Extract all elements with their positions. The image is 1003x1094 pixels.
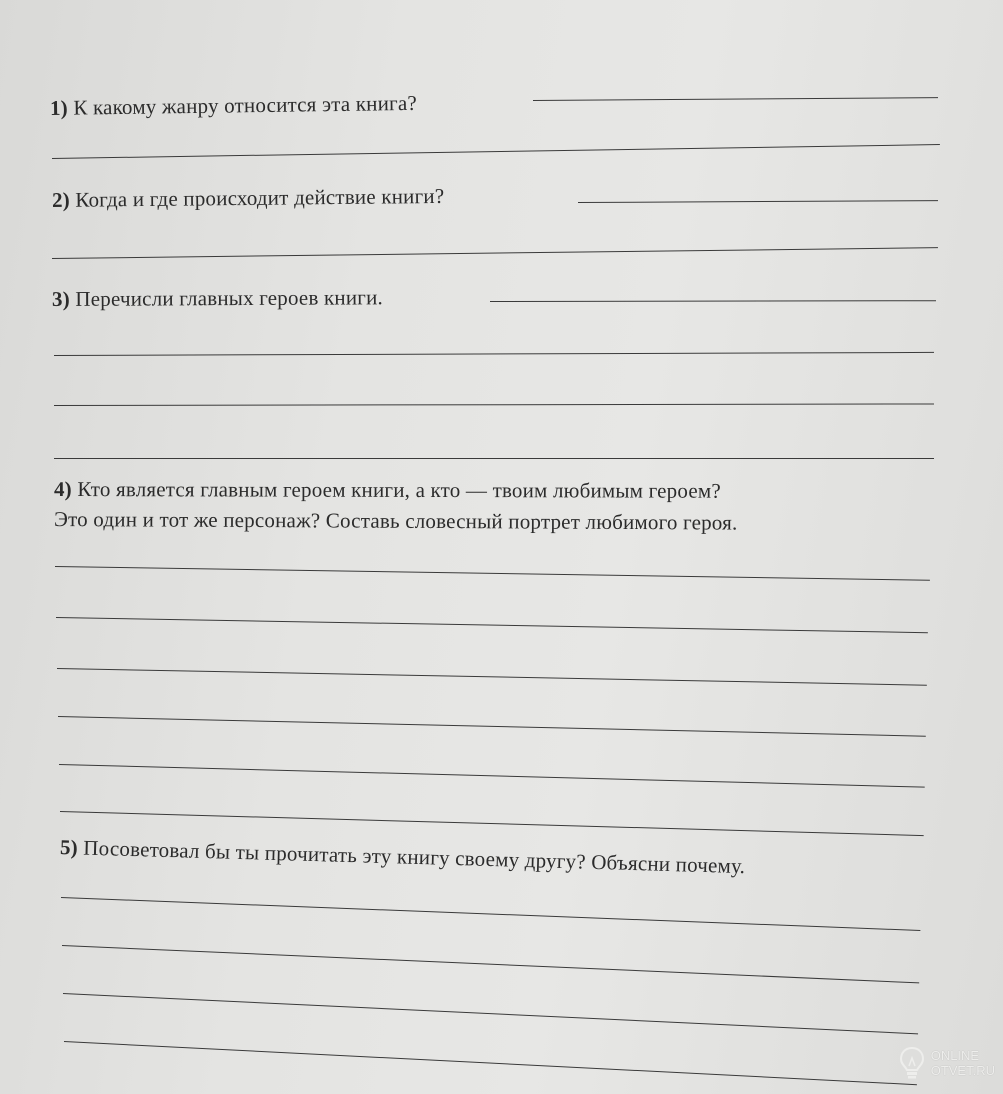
question-4-line-2: [54, 507, 738, 536]
answer-line[interactable]: [56, 617, 928, 633]
answer-line[interactable]: [578, 200, 938, 203]
question-text: Когда и где происходит действие книги?: [75, 183, 445, 212]
question-3: [52, 285, 383, 312]
answer-line[interactable]: [62, 945, 919, 983]
answer-line[interactable]: [52, 144, 940, 159]
answer-line[interactable]: [55, 566, 930, 581]
question-text: Кто является главным героем книги, а кто — твоим любимым героем?: [77, 477, 721, 503]
watermark-text: [931, 1048, 995, 1078]
question-number: 1): [49, 95, 69, 120]
answer-line[interactable]: [60, 811, 924, 836]
question-text: Посоветовал бы ты прочитать эту книгу своему другу? Объясни почему.: [83, 835, 746, 879]
question-text: Это один и тот же персонаж? Составь словесный портрет любимого героя.: [53, 507, 738, 535]
question-1: [50, 91, 417, 121]
answer-line[interactable]: [59, 764, 925, 788]
question-text: К какому жанру относится эта книга?: [73, 90, 418, 120]
answer-line[interactable]: [61, 897, 920, 931]
question-number: 2): [51, 187, 71, 212]
answer-line[interactable]: [533, 97, 938, 101]
answer-line[interactable]: [54, 352, 934, 356]
answer-line[interactable]: [63, 993, 918, 1034]
answer-line[interactable]: [58, 716, 926, 737]
watermark-line-2: OTVET.RU: [930, 1063, 995, 1078]
answer-line[interactable]: [57, 668, 927, 686]
answer-line[interactable]: [490, 300, 936, 302]
watermark: [899, 1046, 995, 1080]
question-4-line-1: [54, 477, 721, 504]
answer-line[interactable]: [54, 458, 934, 459]
question-number: 5): [59, 835, 79, 860]
answer-line[interactable]: [64, 1041, 917, 1085]
answer-line[interactable]: [54, 403, 934, 406]
watermark-line-1: ONLINE: [930, 1048, 980, 1063]
lightbulb-icon: [899, 1046, 925, 1080]
question-number: 3): [51, 286, 70, 311]
question-5: [60, 835, 746, 879]
question-text: Перечисли главных героев книги.: [75, 285, 384, 311]
question-number: 4): [53, 477, 72, 502]
answer-line[interactable]: [52, 247, 938, 259]
question-2: [52, 184, 445, 213]
